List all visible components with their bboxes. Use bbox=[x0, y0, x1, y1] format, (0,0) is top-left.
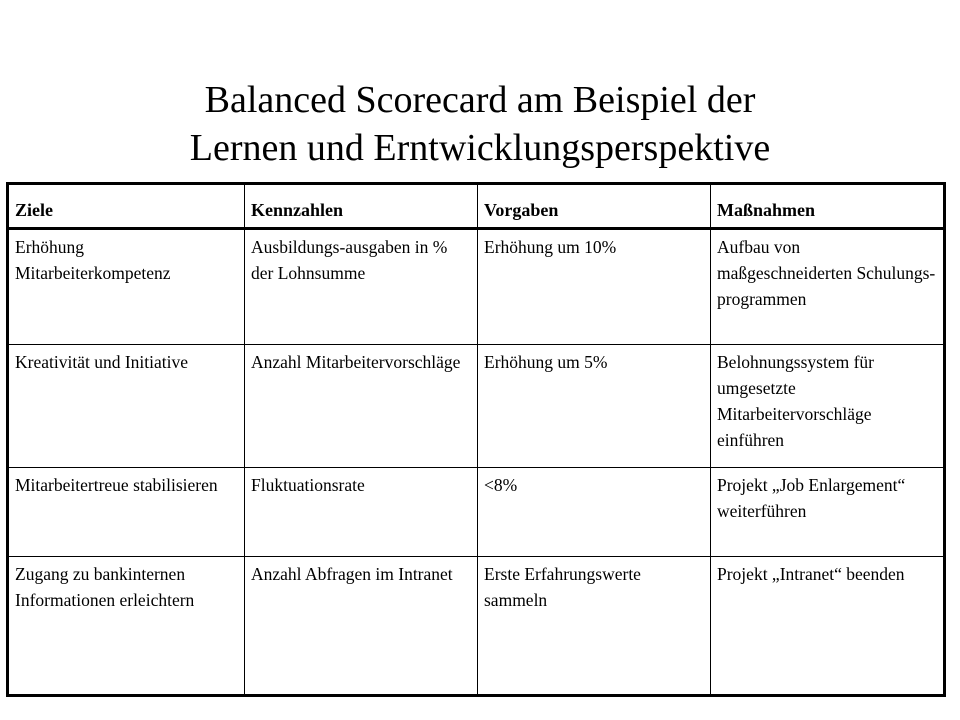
column-header-kennzahlen: Kennzahlen bbox=[245, 184, 478, 229]
column-header-ziele: Ziele bbox=[8, 184, 245, 229]
slide-title-line-1: Balanced Scorecard am Beispiel der bbox=[204, 79, 756, 121]
table-header-row bbox=[8, 184, 945, 229]
table-cell-vorgabe: Erhöhung um 5% bbox=[478, 345, 711, 468]
table-cell-vorgabe: Erste Erfahrungswerte sammeln bbox=[478, 557, 711, 696]
table-cell-ziel: Zugang zu bankinternen Informationen erleichtern bbox=[8, 557, 245, 696]
slide-title-line-2: Lernen und Erntwicklungsperspektive bbox=[189, 127, 771, 169]
table-row bbox=[8, 468, 945, 557]
table-cell-kennzahl: Anzahl Mitarbeitervorschläge bbox=[245, 345, 478, 468]
table-cell-vorgabe: <8% bbox=[478, 468, 711, 557]
table-cell-massnahme: Belohnungssystem für umgesetzte Mitarbeitervorschläge einführen bbox=[711, 345, 945, 468]
table-cell-kennzahl: Anzahl Abfragen im Intranet bbox=[245, 557, 478, 696]
column-header-massnahmen: Maßnahmen bbox=[711, 184, 945, 229]
table-cell-ziel: Kreativität und Initiative bbox=[8, 345, 245, 468]
table-row bbox=[8, 345, 945, 468]
slide-title bbox=[0, 76, 960, 172]
table-cell-kennzahl: Fluktuationsrate bbox=[245, 468, 478, 557]
column-header-vorgaben: Vorgaben bbox=[478, 184, 711, 229]
table-row bbox=[8, 557, 945, 696]
table-cell-ziel: Mitarbeitertreue stabilisieren bbox=[8, 468, 245, 557]
table-cell-massnahme: Projekt „Job Enlargement“ weiterführen bbox=[711, 468, 945, 557]
table-cell-massnahme: Aufbau von maßgeschneiderten Schulungs-programmen bbox=[711, 229, 945, 345]
table-cell-ziel: Erhöhung Mitarbeiterkompetenz bbox=[8, 229, 245, 345]
table-row bbox=[8, 229, 945, 345]
table-cell-vorgabe: Erhöhung um 10% bbox=[478, 229, 711, 345]
table-cell-massnahme: Projekt „Intranet“ beenden bbox=[711, 557, 945, 696]
scorecard-table bbox=[6, 182, 946, 697]
table-cell-kennzahl: Ausbildungs-ausgaben in % der Lohnsumme bbox=[245, 229, 478, 345]
